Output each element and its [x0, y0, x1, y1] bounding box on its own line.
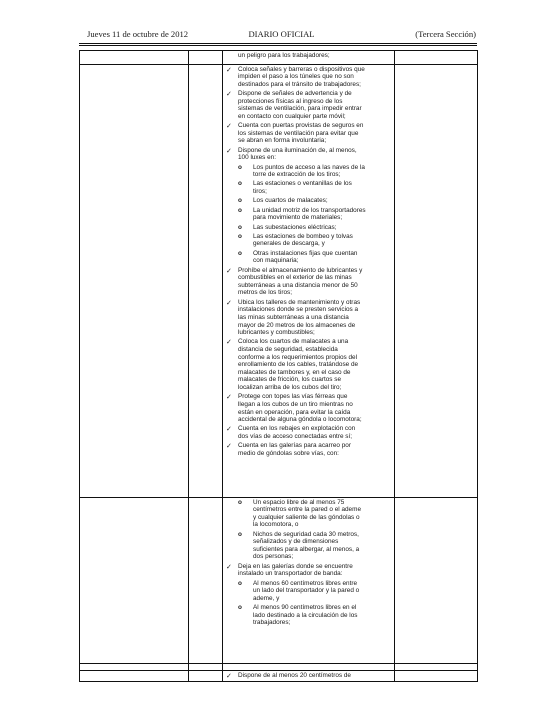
- requirement-text-line: un peligro para los trabajadores;: [238, 51, 330, 59]
- requirement-text-line: Protege con topes las vías férreas que: [238, 393, 348, 401]
- requirement-text-line: Los puntos de acceso a las naves de la: [253, 163, 365, 171]
- requirement-text-line: con maquinaria;: [253, 257, 299, 265]
- requirement-text-line: están en operación, para evitar la caída: [238, 408, 351, 416]
- requirement-text-line: dos personas;: [253, 553, 294, 561]
- requirement-text-line: Ubica los talleres de mantenimiento y otras: [238, 298, 361, 306]
- requirement-text-line: Dispone de señales de advertencia y de: [238, 90, 352, 97]
- requirement-text-line: instalaciones donde se presten servicios a: [238, 306, 359, 314]
- requirement-text-line: sistemas de ventilación, para impedir entrar: [238, 105, 362, 113]
- requirement-text-line: llegan a los cubos de un tiro mientras no: [238, 400, 353, 408]
- requirement-text-line: generales de descarga, y: [253, 240, 325, 248]
- check-mark-icon: ✓: [226, 424, 233, 434]
- bullet-o-icon: o: [238, 197, 242, 205]
- requirement-text-line: y cualquier saliente de las góndolas o: [253, 513, 360, 521]
- header-rule-bottom: [79, 45, 477, 46]
- requirement-text-line: en contacto con cualquier parte móvil;: [238, 112, 346, 120]
- requirement-text-line: distancia de seguridad, establecida: [238, 346, 338, 353]
- table-row: [80, 51, 478, 65]
- table-row: [80, 664, 478, 671]
- requirement-text-line: malacates de fricción, los cuartos se: [238, 376, 342, 384]
- empty-cell: [80, 65, 189, 498]
- requirement-text-line: se abran en forma involuntaria;: [238, 137, 327, 145]
- bullet-o-icon: o: [238, 498, 242, 506]
- requirement-text-line: las minas subterráneas a una distancia: [238, 313, 349, 321]
- requirement-text-line: ademe, y: [253, 594, 280, 602]
- requirement-text-line: Un espacio libre de al menos 75: [253, 498, 345, 506]
- requirement-text-line: la locomotora, o: [253, 521, 299, 529]
- requirement-text-line: instalado un transportador de banda:: [238, 570, 343, 578]
- table-row: [80, 65, 478, 498]
- empty-cell: [395, 671, 478, 682]
- bullet-o-icon: o: [238, 579, 242, 587]
- empty-cell: [80, 51, 189, 65]
- bullet-o-icon: o: [238, 180, 242, 188]
- requirement-text-line: Las subestaciones eléctricas;: [253, 223, 337, 231]
- requirement-text-line: destinados para el tránsito de trabajadores;: [238, 80, 361, 88]
- requirements-table: [79, 50, 478, 682]
- requirement-text-line: localizan arriba de los cubos del tiro;: [238, 384, 342, 391]
- check-mark-icon: ✓: [226, 441, 233, 451]
- requirement-cell: [223, 498, 395, 664]
- requirement-cell: [223, 65, 395, 498]
- requirement-text-line: Dispone de una iluminación de, al menos,: [238, 146, 357, 154]
- requirement-text-line: Al menos 90 centímetros libres en el: [253, 604, 357, 612]
- requirement-text-line: dos vías de acceso conectadas entre sí;: [238, 433, 353, 440]
- requirement-text-line: Al menos 60 centímetros libres entre: [253, 579, 358, 587]
- requirement-text-line: Deja en las galerías donde se encuentre: [238, 562, 353, 570]
- requirement-text-line: Cuenta en las galerías para acarreo por: [238, 442, 351, 450]
- table-row: [80, 498, 478, 664]
- empty-cell: [189, 498, 223, 664]
- requirement-text-line: Los cuartos de malacates;: [253, 197, 328, 205]
- requirement-text-line: trabajadores;: [253, 619, 291, 627]
- bullet-o-icon: o: [238, 232, 242, 240]
- requirement-text-line: Otras instalaciones fijas que cuentan: [253, 249, 358, 257]
- empty-cell: [189, 664, 223, 671]
- requirement-text-line: Nichos de seguridad cada 30 metros,: [253, 530, 359, 538]
- bullet-o-icon: o: [238, 249, 242, 257]
- requirement-text-line: Las estaciones o ventanillas de los: [253, 180, 352, 188]
- requirement-text-line: Coloca los cuartos de malacates a una: [238, 338, 349, 346]
- requirement-text-line: tiros;: [253, 188, 267, 195]
- empty-cell: [80, 671, 189, 682]
- requirement-text-line: Cuenta en los rebajes en explotación con: [238, 425, 356, 433]
- requirement-text-line: subterráneas a una distancia menor de 50: [238, 281, 358, 289]
- requirement-text-line: malacates de tambores y, en el caso de: [238, 368, 351, 376]
- requirement-cell: [223, 664, 395, 671]
- requirement-text-line: metros de los tiros;: [238, 289, 292, 297]
- check-mark-icon: ✓: [226, 392, 233, 402]
- check-mark-icon: ✓: [226, 64, 233, 74]
- requirement-text-line: lubricantes y combustibles;: [238, 329, 315, 337]
- table-row: [80, 671, 478, 682]
- requirement-text-line: Dispone de al menos 20 centímetros de: [238, 671, 351, 679]
- requirement-text-line: impiden el paso a los túneles que no son: [238, 73, 354, 81]
- requirement-text-line: señalizados y de dimensiones: [253, 538, 339, 546]
- bullet-o-icon: o: [238, 604, 242, 612]
- empty-cell: [80, 498, 189, 664]
- requirement-text-line: torre de extracción de los tiros;: [253, 171, 341, 179]
- header-rule-top: [79, 43, 477, 44]
- empty-cell: [189, 65, 223, 498]
- requirement-text-line: lado destinado a la circulación de los: [253, 611, 358, 619]
- empty-cell: [189, 51, 223, 65]
- requirement-text-line: accidental de alguna góndola o locomotora;: [238, 416, 362, 424]
- header-title: DIARIO OFICIAL: [248, 29, 315, 39]
- check-mark-icon: ✓: [226, 89, 233, 98]
- requirement-text-line: mayor de 20 metros de los almacenes de: [238, 321, 356, 329]
- check-mark-icon: ✓: [226, 145, 233, 155]
- check-mark-icon: ✓: [226, 337, 233, 347]
- requirement-text-line: Coloca señales y barreras o dispositivos que: [238, 65, 365, 73]
- empty-cell: [395, 65, 478, 498]
- requirement-cell: [223, 671, 395, 682]
- check-mark-icon: ✓: [226, 265, 233, 275]
- check-mark-icon: ✓: [226, 297, 233, 307]
- requirement-text-line: para movimiento de materiales;: [253, 214, 343, 222]
- bullet-o-icon: o: [238, 223, 242, 231]
- bullet-o-icon: o: [238, 206, 242, 214]
- bullet-o-icon: o: [238, 530, 242, 538]
- requirement-text-line: suficientes para albergar, al menos, a: [253, 545, 360, 553]
- requirement-text-line: medio de góndolas sobre vías, con:: [238, 449, 339, 457]
- empty-cell: [395, 498, 478, 664]
- page-header: [87, 29, 476, 43]
- check-mark-icon: ✓: [226, 670, 233, 680]
- requirement-cell: [223, 51, 395, 65]
- requirement-text-line: La unidad motriz de los transportadores: [253, 206, 366, 214]
- requirement-text-line: protecciones físicas al ingreso de los: [238, 97, 343, 105]
- requirement-text-line: los sistemas de ventilación para evitar que: [238, 129, 359, 137]
- header-date: Jueves 11 de octubre de 2012: [87, 29, 189, 39]
- requirement-text-line: Las estaciones de bombeo y tolvas: [253, 232, 353, 240]
- requirement-text-line: centímetros entre la pared o el ademe: [253, 506, 361, 514]
- requirement-text-line: conforme a los requerimientos propios del: [238, 353, 357, 361]
- check-mark-icon: ✓: [226, 121, 233, 131]
- requirement-text-line: Cuenta con puertas provistas de seguros en: [238, 122, 364, 130]
- header-section: (Tercera Sección): [415, 29, 476, 39]
- empty-cell: [395, 664, 478, 671]
- check-mark-icon: ✓: [226, 561, 233, 571]
- empty-cell: [80, 664, 189, 671]
- requirement-text-line: Prohíbe el almacenamiento de lubricantes y: [238, 266, 363, 274]
- requirement-text-line: combustibles en el exterior de las minas: [238, 274, 352, 282]
- requirement-text-line: enrollamiento de los cables, tratándose de: [238, 361, 359, 369]
- empty-cell: [189, 671, 223, 682]
- requirement-text-line: un lado del transportador y la pared o: [253, 587, 360, 595]
- requirement-text-line: 100 luxes en:: [238, 154, 277, 162]
- empty-cell: [395, 51, 478, 65]
- bullet-o-icon: o: [238, 163, 242, 171]
